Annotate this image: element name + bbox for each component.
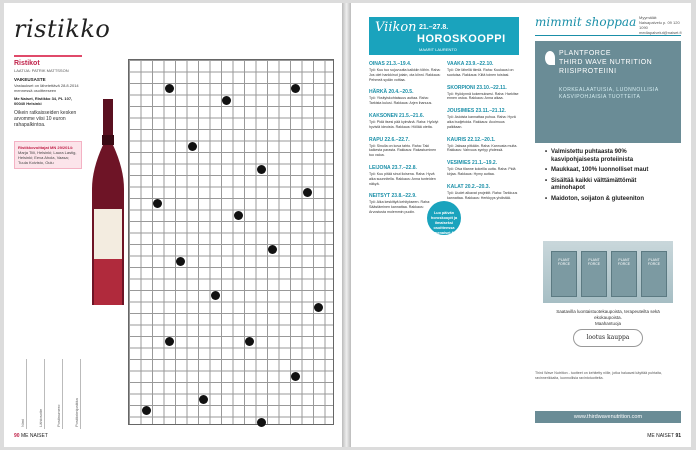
sign-text: Työ: Pidä itsesi pää kylmänä. Raha: Hyödyt hyvistä ideoista. Rakkaus: Höllää otetta. <box>369 119 439 129</box>
horoscope-sign <box>369 89 441 106</box>
horoscope-sign <box>369 165 441 186</box>
form-label-name: Nimi <box>20 419 25 427</box>
ad-header <box>535 41 681 143</box>
product-pack <box>581 251 607 297</box>
crossword-black-ball <box>291 84 300 93</box>
crossword-black-ball <box>257 165 266 174</box>
ad-tagline: KORKEALAATUISIA, LUONNOLLISIA KASVIPOHJAISIA TUOTTEITA <box>559 87 659 100</box>
sign-name: KAKSONEN 21.5.–21.6. <box>369 112 425 119</box>
sign-text: Työ: Asioista kannattaa puhua. Raha: Hyvä aika budjetoida. Rakkaus: Avoimuus palkitaan. <box>447 115 516 129</box>
info-author: LAATIJA: PATRIK MATTSSON <box>14 68 69 73</box>
magazine-name-right: ME NAISET <box>647 433 675 439</box>
answer-form <box>18 359 86 429</box>
ad-importer-label: Maahantuoja <box>594 321 622 326</box>
horoscope-week: Viikon <box>375 20 417 35</box>
product-pack-label: PLANT FORCE <box>617 258 631 266</box>
product-pack <box>611 251 637 297</box>
sign-text: Työ: Oiva tilanne kokeilla uutta. Raha: Pidä kirjaa. Rakkaus: Hymy auttaa. <box>447 167 516 176</box>
horoscope-sign <box>369 137 441 158</box>
ad-bullet: • Sisältää kaikki välttämättömät aminohapot <box>545 178 671 193</box>
product-pack-label: PLANT FORCE <box>557 258 571 266</box>
sign-text: Työ: Uudet alkavat projektit. Raha: Tarkkuus kannattaa. Rakkaus: Herkkyys yhdistää. <box>447 190 518 200</box>
sign-name: KAURIS 22.12.–20.1. <box>447 136 496 143</box>
crossword-black-ball <box>142 406 151 415</box>
crossword-black-ball <box>257 418 266 427</box>
crossword-black-ball <box>222 96 231 105</box>
horoscope-sign <box>369 61 441 82</box>
horoscope-column-1 <box>369 61 441 222</box>
shop-title: mimmit shoppaa <box>535 15 637 29</box>
crossword-black-ball <box>199 395 208 404</box>
product-pack-label: PLANT FORCE <box>647 258 661 266</box>
ad-bullet: • Maukkaat, 100% luonnolliset maut <box>545 167 671 175</box>
horoscope-sign <box>447 85 519 102</box>
sign-text: Työ: Ole lähellä tiimiä. Raha: Kuukausi on suotuisa. Rakkaus: Kiitä toinen toistasi. <box>447 68 514 77</box>
footer-right <box>647 433 681 439</box>
info-prize: Oikein ratkaisseiden kesken arvomme viisi 10 euron rahapalkintoa. <box>14 110 77 128</box>
sign-text: Työ: Jaksaa pitkään. Raha: Kannusta muita. Rakkaus: Vahvuus syntyy yhdessä. <box>447 143 518 153</box>
horoscope-sign <box>369 113 441 130</box>
sign-name: KALAT 20.2.–20.3. <box>447 183 490 190</box>
sign-name: LEIJONA 23.7.–22.8. <box>369 164 417 171</box>
section-title: ristikko <box>14 15 111 43</box>
crossword-black-ball <box>303 188 312 197</box>
horoscope-byline: MAARIT LAURENTO <box>419 47 457 52</box>
crossword-black-ball <box>234 211 243 220</box>
sign-text: Työ: Aika keskittyä kehitykseen. Raha: Säästäminen kannattaa. Rakkaus: Arvostusta molemmin puolin. <box>369 200 431 214</box>
sign-name: SKORPIONI 23.10.–22.11. <box>447 84 507 91</box>
form-label-city: Postitoimipaikka <box>74 398 79 427</box>
sign-name: NEITSYT 23.8.–22.9. <box>369 193 417 200</box>
spine <box>342 3 351 447</box>
horoscope-column-2 <box>447 61 519 207</box>
info-address: Me Naiset, Ristikko 34, PL 107, 00040 Helsinki <box>14 96 73 106</box>
ad-availability-text: Saatavilla luontaistuotekaupoista, terapeuteilta sekä ekokaupoista. <box>556 309 660 320</box>
winners-names: Marja Tiili, Helsinki; Laura Lastig, Helsinki; Eeva Ahola, Vaasa; Tuula Koivisto, Oulu <box>18 150 77 165</box>
footer-left <box>14 433 48 439</box>
info-title: Ristikot <box>14 60 40 67</box>
horoscope-sign <box>447 108 519 129</box>
sign-name: VESIMIES 21.1.–19.2. <box>447 160 498 167</box>
winners-box <box>14 141 82 169</box>
sign-name: JOUSIMIES 23.11.–21.12. <box>447 108 506 115</box>
info-box <box>14 55 82 128</box>
horoscope-section <box>369 17 519 441</box>
horoscope-bubble: Luo päivän horoskoopit ja ilmaiseksi osoitteessa menaiset.fi <box>427 201 461 235</box>
sign-text: Työ: Sinulla on kova tahto. Raha: Taki kaikesta parasta. Rakkaus: Rakastuminen tuo valoa. <box>369 143 437 158</box>
page-number-left: 90 <box>14 433 20 439</box>
info-heading: VAIKEUSASTE <box>14 77 46 82</box>
crossword-black-ball <box>165 84 174 93</box>
advertisement <box>535 41 681 367</box>
crossword-black-ball <box>291 372 300 381</box>
crossword-black-ball <box>268 245 277 254</box>
ad-body-text: Third Wave Nutrition - tuotteet on kehitetty niille, jotka haluavat käyttää puhtaita, ravinnerikkaita, luonnollisia ravintotuotteita. <box>535 371 662 380</box>
horoscope-sign <box>447 160 519 177</box>
ad-brand-sub: THIRD WAVE NUTRITION <box>559 59 653 66</box>
ad-bullets <box>535 143 681 203</box>
shop-contact: Myymälät: Naisapalvelu p. 09 120 1090 mediapalvelut@naiset.fi <box>639 15 682 35</box>
crossword-black-ball <box>153 199 162 208</box>
importer-logo: lootus kauppa <box>573 329 643 347</box>
sign-name: VAAKA 23.9.–22.10. <box>447 61 494 67</box>
horoscope-sign <box>447 184 519 201</box>
sign-name: RAPU 22.6.–22.7. <box>369 136 410 143</box>
horoscope-sign <box>447 137 519 154</box>
product-pack-label: PLANT FORCE <box>587 258 601 266</box>
crossword-grid[interactable] <box>128 59 334 425</box>
magazine-name-left: ME NAISET <box>20 433 48 439</box>
wine-bottle-illustration <box>88 99 128 309</box>
left-page <box>4 3 342 447</box>
horoscope-sign <box>447 61 519 78</box>
product-pack <box>641 251 667 297</box>
crossword-black-ball <box>176 257 185 266</box>
horoscope-header <box>369 17 519 55</box>
crossword-black-ball <box>165 337 174 346</box>
ad-brand: PLANTFORCE <box>559 50 612 57</box>
product-pack <box>551 251 577 297</box>
page-number-right: 91 <box>675 433 681 439</box>
crossword-black-ball <box>211 291 220 300</box>
product-photo <box>543 241 673 303</box>
sign-name: OINAS 21.3.–19.4. <box>369 61 412 67</box>
ad-url[interactable]: www.thirdwavenutrition.com <box>535 411 681 423</box>
sign-text: Työ: Kuu tuo sujuvuutta kaikkiin töihin. Raha: Jos olet hankkinut jotain, ota kiinni. Rakkaus: Pehmeä sydän voittaa. <box>369 68 441 82</box>
ad-availability <box>543 309 673 327</box>
leaf-logo-icon <box>545 51 555 65</box>
sign-name: HÄRKÄ 20.4.–20.5. <box>369 89 414 96</box>
sign-text: Työ: Yksityiskohtaisuus auttaa. Raha: Tarkista kulusi. Rakkaus: Arjen ihanuus. <box>369 96 433 106</box>
form-label-address: Lähiosoite <box>38 408 43 427</box>
shop-rule <box>535 35 681 36</box>
sign-text: Työ: Hyödynnä kokemuksesi. Raha: Harkitse ennen ostoa. Rakkaus: Anna aikaa. <box>447 91 519 101</box>
horoscope-title: HOROSKOOPPI <box>417 33 506 45</box>
right-page <box>351 3 691 447</box>
info-body: Vastaukset on lähetettävä 28.8.2014 mennessä osoitteeseen <box>14 83 79 93</box>
crossword-black-ball <box>188 142 197 151</box>
horoscope-dates: 21.–27.8. <box>419 24 449 31</box>
sign-text: Työ: Kuu pitää sinut iloisena. Raha: Hyvä aika suunnitella. Rakkaus: Anna tunteiden näkyä. <box>369 171 436 186</box>
crossword-black-ball <box>314 303 323 312</box>
winners-title: Ristikkovoittajat MN 29/2014: <box>18 145 74 150</box>
ad-product: RIISIPROTEIINI <box>559 68 617 75</box>
ad-bullet: • Valmistettu puhtaasta 90% kasvipohjaisesta proteiinista <box>545 149 671 164</box>
ad-bullet: • Maidoton, soijaton & gluteeniton <box>545 196 671 204</box>
crossword-black-ball <box>245 337 254 346</box>
form-label-postcode: Postinumero <box>56 404 61 427</box>
